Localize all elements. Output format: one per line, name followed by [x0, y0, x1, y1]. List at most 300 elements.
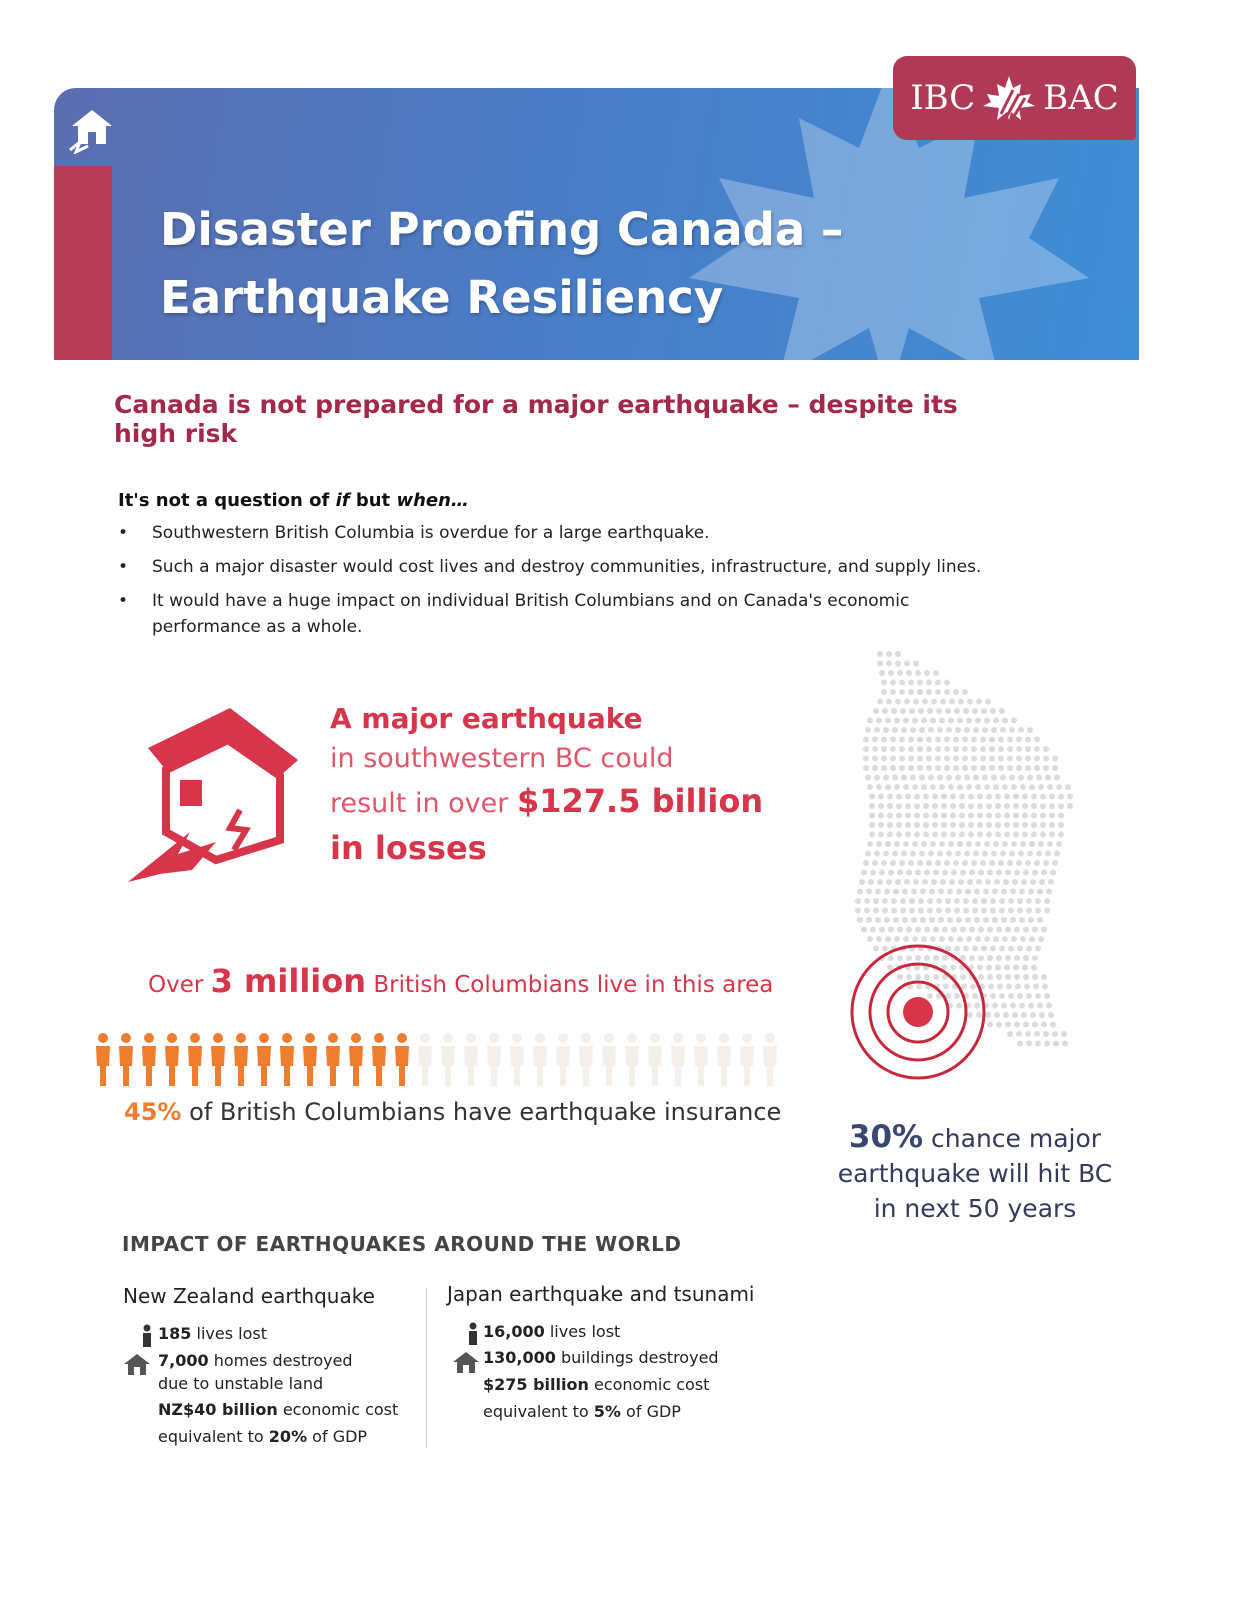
map-dot — [960, 870, 966, 876]
map-dot — [981, 708, 987, 714]
map-dot — [926, 765, 932, 771]
map-dot — [935, 680, 941, 686]
map-dot — [937, 775, 943, 781]
map-dot — [1058, 832, 1064, 838]
map-dot — [893, 917, 899, 923]
map-dot — [1013, 832, 1019, 838]
population-pre: Over — [148, 972, 211, 998]
map-dot — [939, 936, 945, 942]
map-dot — [1027, 727, 1033, 733]
map-dot — [884, 917, 890, 923]
map-dot — [874, 851, 880, 857]
map-dot — [1005, 974, 1011, 980]
map-dot — [996, 1022, 1002, 1028]
map-dot — [890, 765, 896, 771]
person-figure-icon — [188, 1033, 202, 1086]
map-dot — [953, 756, 959, 762]
map-dot — [1025, 756, 1031, 762]
population-post: British Columbians live in this area — [366, 972, 774, 998]
map-dot — [857, 889, 863, 895]
map-dot — [881, 737, 887, 743]
map-dot — [1002, 841, 1008, 847]
insurance-pct: 45% — [124, 1098, 182, 1126]
map-dot — [899, 765, 905, 771]
map-dot — [859, 879, 865, 885]
map-dot — [983, 917, 989, 923]
map-dot — [922, 699, 928, 705]
map-dot — [933, 974, 939, 980]
map-dot — [933, 927, 939, 933]
map-dot — [1047, 841, 1053, 847]
map-dot — [1048, 879, 1054, 885]
map-dot — [960, 974, 966, 980]
map-dot — [901, 727, 907, 733]
map-dot — [963, 908, 969, 914]
map-dot — [921, 841, 927, 847]
map-dot — [888, 670, 894, 676]
map-dot — [873, 898, 879, 904]
map-dot — [973, 727, 979, 733]
map-dot — [909, 908, 915, 914]
map-dot — [1023, 955, 1029, 961]
map-dot — [1011, 936, 1017, 942]
question-mid: but — [349, 490, 397, 511]
map-dot — [977, 813, 983, 819]
map-dot — [908, 689, 914, 695]
map-dot — [958, 879, 964, 885]
map-dot — [1025, 1031, 1031, 1037]
map-dot — [865, 727, 871, 733]
map-dot — [904, 699, 910, 705]
losses-line-4: in losses — [330, 829, 487, 867]
map-dot — [998, 756, 1004, 762]
map-dot — [1009, 727, 1015, 733]
map-dot — [963, 708, 969, 714]
map-dot — [1025, 860, 1031, 866]
map-dot — [989, 737, 995, 743]
earthquake-house-icon — [120, 700, 310, 890]
map-dot — [920, 917, 926, 923]
chance-pct: 30% — [848, 1119, 924, 1155]
map-dot — [999, 908, 1005, 914]
map-dot — [969, 955, 975, 961]
map-dot — [863, 746, 869, 752]
map-dot — [935, 860, 941, 866]
map-dot — [999, 708, 1005, 714]
map-dot — [1033, 984, 1039, 990]
map-dot — [972, 946, 978, 952]
map-dot — [981, 898, 987, 904]
map-dot — [999, 946, 1005, 952]
map-dot — [1011, 784, 1017, 790]
map-dot — [986, 965, 992, 971]
map-dot — [1032, 974, 1038, 980]
map-dot — [972, 908, 978, 914]
map-dot — [980, 765, 986, 771]
map-dot — [957, 718, 963, 724]
map-dot — [987, 927, 993, 933]
person-figure-icon — [326, 1033, 340, 1086]
map-dot — [1002, 936, 1008, 942]
person-figure-icon — [533, 1033, 547, 1086]
map-dot — [1056, 841, 1062, 847]
losses-amount: $127.5 billion — [516, 782, 764, 820]
map-dot — [956, 889, 962, 895]
map-dot — [910, 727, 916, 733]
map-dot — [1032, 955, 1038, 961]
map-dot — [995, 832, 1001, 838]
map-dot — [929, 917, 935, 923]
map-dot — [1016, 746, 1022, 752]
map-dot — [919, 775, 925, 781]
map-dot — [1014, 927, 1020, 933]
map-dot — [981, 908, 987, 914]
question-heading — [118, 490, 469, 511]
nz-gdp-post: of GDP — [307, 1427, 368, 1446]
person-figure-icon — [510, 1033, 524, 1086]
map-dot — [867, 784, 873, 790]
person-figure-icon — [165, 1033, 179, 1086]
map-dot — [958, 699, 964, 705]
map-dot — [1029, 841, 1035, 847]
map-dot — [993, 784, 999, 790]
map-dot — [1002, 784, 1008, 790]
map-dot — [938, 917, 944, 923]
map-dot — [974, 889, 980, 895]
map-dot — [926, 756, 932, 762]
map-dot — [874, 727, 880, 733]
map-dot — [1043, 765, 1049, 771]
map-dot — [879, 670, 885, 676]
map-dot — [921, 718, 927, 724]
map-dot — [872, 737, 878, 743]
nz-title: New Zealand earthquake — [123, 1284, 375, 1308]
map-dot — [962, 756, 968, 762]
person-figure-icon — [257, 1033, 271, 1086]
map-dot — [1037, 917, 1043, 923]
map-dot — [985, 1012, 991, 1018]
map-dot — [910, 775, 916, 781]
map-dot — [993, 936, 999, 942]
map-dot — [962, 765, 968, 771]
map-dot — [972, 708, 978, 714]
map-dot — [863, 765, 869, 771]
map-dot — [1001, 917, 1007, 923]
map-dot — [995, 813, 1001, 819]
map-dot — [913, 699, 919, 705]
map-dot — [990, 708, 996, 714]
map-dot — [974, 1003, 980, 1009]
map-dot — [1043, 746, 1049, 752]
map-dot — [980, 737, 986, 743]
map-dot — [992, 1003, 998, 1009]
map-dot — [1023, 974, 1029, 980]
map-dot — [978, 927, 984, 933]
map-dot — [917, 860, 923, 866]
map-dot — [1042, 984, 1048, 990]
map-dot — [1020, 841, 1026, 847]
map-dot — [873, 708, 879, 714]
house-icon — [451, 1350, 481, 1374]
map-dot — [915, 974, 921, 980]
banner-accent-bar — [54, 166, 112, 360]
map-dot — [1032, 1022, 1038, 1028]
map-dot — [876, 936, 882, 942]
map-dot — [937, 851, 943, 857]
map-dot — [917, 765, 923, 771]
map-dot — [920, 889, 926, 895]
map-dot — [903, 784, 909, 790]
japan-buildings — [483, 1345, 719, 1371]
map-dot — [865, 851, 871, 857]
map-dot — [987, 870, 993, 876]
person-figure-icon — [96, 1033, 110, 1086]
column-divider — [426, 1288, 427, 1448]
map-dot — [939, 841, 945, 847]
map-dot — [1049, 813, 1055, 819]
map-dot — [1058, 794, 1064, 800]
map-dot — [1016, 756, 1022, 762]
chance-line-2: earthquake will hit BC — [837, 1159, 1113, 1188]
map-dot — [990, 898, 996, 904]
map-dot — [887, 813, 893, 819]
maple-leaf-logo-icon — [981, 74, 1037, 122]
map-dot — [904, 661, 910, 667]
map-dot — [866, 917, 872, 923]
map-dot — [879, 870, 885, 876]
person-figure-icon — [464, 1033, 478, 1086]
map-dot — [869, 832, 875, 838]
map-dot — [1007, 737, 1013, 743]
map-dot — [1044, 898, 1050, 904]
map-dot — [988, 984, 994, 990]
map-dot — [1004, 822, 1010, 828]
map-dot — [885, 784, 891, 790]
map-dot — [909, 708, 915, 714]
map-dot — [869, 803, 875, 809]
japan-cost-text: economic cost — [588, 1375, 710, 1394]
map-dot — [998, 765, 1004, 771]
map-dot — [1048, 1012, 1054, 1018]
map-dot — [918, 898, 924, 904]
map-dot — [1044, 993, 1050, 999]
map-dot — [1031, 794, 1037, 800]
map-dot — [892, 727, 898, 733]
map-dot — [855, 898, 861, 904]
bullet-item: • Such a major disaster would cost lives and destroy communities, infrastructure, and supply lines. — [118, 554, 998, 580]
map-dot — [1008, 908, 1014, 914]
map-dot — [950, 813, 956, 819]
map-dot — [961, 984, 967, 990]
map-dot — [896, 822, 902, 828]
map-dot — [1026, 908, 1032, 914]
map-dot — [968, 822, 974, 828]
map-dot — [1062, 1041, 1068, 1047]
map-dot — [946, 851, 952, 857]
map-dot — [955, 775, 961, 781]
map-dot — [957, 841, 963, 847]
ibc-bac-logo — [893, 56, 1136, 140]
map-dot — [899, 756, 905, 762]
map-dot — [892, 851, 898, 857]
map-dot — [972, 898, 978, 904]
map-dot — [955, 851, 961, 857]
map-dot — [977, 803, 983, 809]
map-dot — [876, 718, 882, 724]
map-dot — [930, 841, 936, 847]
map-dot — [932, 813, 938, 819]
map-dot — [1049, 803, 1055, 809]
map-dot — [1038, 841, 1044, 847]
map-dot — [874, 775, 880, 781]
map-dot — [1022, 822, 1028, 828]
map-dot — [901, 775, 907, 781]
map-dot — [1034, 737, 1040, 743]
map-dot — [932, 803, 938, 809]
map-dot — [928, 851, 934, 857]
map-dot — [881, 765, 887, 771]
map-dot — [912, 841, 918, 847]
map-dot — [942, 870, 948, 876]
map-dot — [990, 946, 996, 952]
map-dot — [864, 908, 870, 914]
map-dot — [956, 1003, 962, 1009]
person-figure-icon — [740, 1033, 754, 1086]
map-dot — [917, 689, 923, 695]
map-dot — [1034, 746, 1040, 752]
map-dot — [978, 955, 984, 961]
map-dot — [971, 737, 977, 743]
map-dot — [968, 813, 974, 819]
map-dot — [970, 984, 976, 990]
map-dot — [995, 965, 1001, 971]
map-dot — [1035, 1041, 1041, 1047]
map-dot — [1018, 851, 1024, 857]
map-dot — [868, 879, 874, 885]
map-dot — [992, 917, 998, 923]
map-dot — [942, 955, 948, 961]
map-dot — [1004, 832, 1010, 838]
map-dot — [899, 860, 905, 866]
map-dot — [1052, 765, 1058, 771]
bc-dot-map — [820, 640, 1090, 1080]
map-dot — [996, 974, 1002, 980]
map-dot — [908, 765, 914, 771]
map-dot — [965, 889, 971, 895]
map-dot — [899, 680, 905, 686]
map-dot — [948, 718, 954, 724]
map-dot — [1008, 993, 1014, 999]
map-dot — [881, 689, 887, 695]
map-dot — [867, 841, 873, 847]
map-dot — [930, 936, 936, 942]
map-dot — [1040, 813, 1046, 819]
map-dot — [967, 699, 973, 705]
map-dot — [1031, 965, 1037, 971]
insurance-stat — [124, 1098, 781, 1126]
map-dot — [1013, 794, 1019, 800]
map-dot — [995, 794, 1001, 800]
map-dot — [1036, 851, 1042, 857]
japan-cost — [483, 1372, 709, 1398]
map-dot — [873, 946, 879, 952]
map-dot — [914, 813, 920, 819]
map-dot — [903, 718, 909, 724]
map-dot — [1041, 1022, 1047, 1028]
map-dot — [1043, 756, 1049, 762]
map-dot — [882, 708, 888, 714]
map-dot — [998, 860, 1004, 866]
nz-gdp-pre: equivalent to — [158, 1427, 269, 1446]
map-dot — [986, 794, 992, 800]
map-dot — [976, 699, 982, 705]
losses-line-1: A major earthquake — [330, 702, 643, 735]
map-dot — [933, 870, 939, 876]
map-dot — [982, 775, 988, 781]
map-dot — [986, 822, 992, 828]
map-dot — [1015, 984, 1021, 990]
map-dot — [1013, 822, 1019, 828]
chance-line-3: in next 50 years — [873, 1194, 1077, 1223]
map-dot — [942, 927, 948, 933]
map-dot — [1028, 917, 1034, 923]
map-dot — [1012, 1012, 1018, 1018]
map-dot — [954, 908, 960, 914]
map-dot — [928, 775, 934, 781]
map-dot — [936, 908, 942, 914]
map-dot — [1045, 851, 1051, 857]
map-dot — [911, 889, 917, 895]
map-dot — [908, 680, 914, 686]
map-dot — [985, 879, 991, 885]
map-dot — [908, 756, 914, 762]
person-figure-icon — [625, 1033, 639, 1086]
map-dot — [985, 699, 991, 705]
map-dot — [963, 898, 969, 904]
losses-line-3 — [330, 780, 810, 825]
map-dot — [1058, 813, 1064, 819]
map-dot — [903, 841, 909, 847]
map-dot — [990, 993, 996, 999]
map-dot — [1005, 955, 1011, 961]
map-dot — [906, 974, 912, 980]
bullet-list — [118, 520, 998, 648]
map-dot — [1054, 775, 1060, 781]
map-dot — [977, 794, 983, 800]
map-dot — [882, 908, 888, 914]
map-dot — [949, 879, 955, 885]
map-dot — [1006, 984, 1012, 990]
map-dot — [971, 746, 977, 752]
map-dot — [876, 841, 882, 847]
map-dot — [1013, 813, 1019, 819]
map-dot — [881, 860, 887, 866]
map-dot — [1010, 917, 1016, 923]
map-dot — [915, 927, 921, 933]
map-dot — [993, 841, 999, 847]
map-dot — [953, 746, 959, 752]
map-dot — [888, 927, 894, 933]
map-dot — [939, 718, 945, 724]
map-dot — [998, 737, 1004, 743]
map-dot — [1043, 1031, 1049, 1037]
map-dot — [1017, 898, 1023, 904]
map-dot — [891, 908, 897, 914]
nz-lives-text: lives lost — [191, 1324, 267, 1343]
map-dot — [975, 718, 981, 724]
map-dot — [999, 898, 1005, 904]
map-dot — [968, 794, 974, 800]
